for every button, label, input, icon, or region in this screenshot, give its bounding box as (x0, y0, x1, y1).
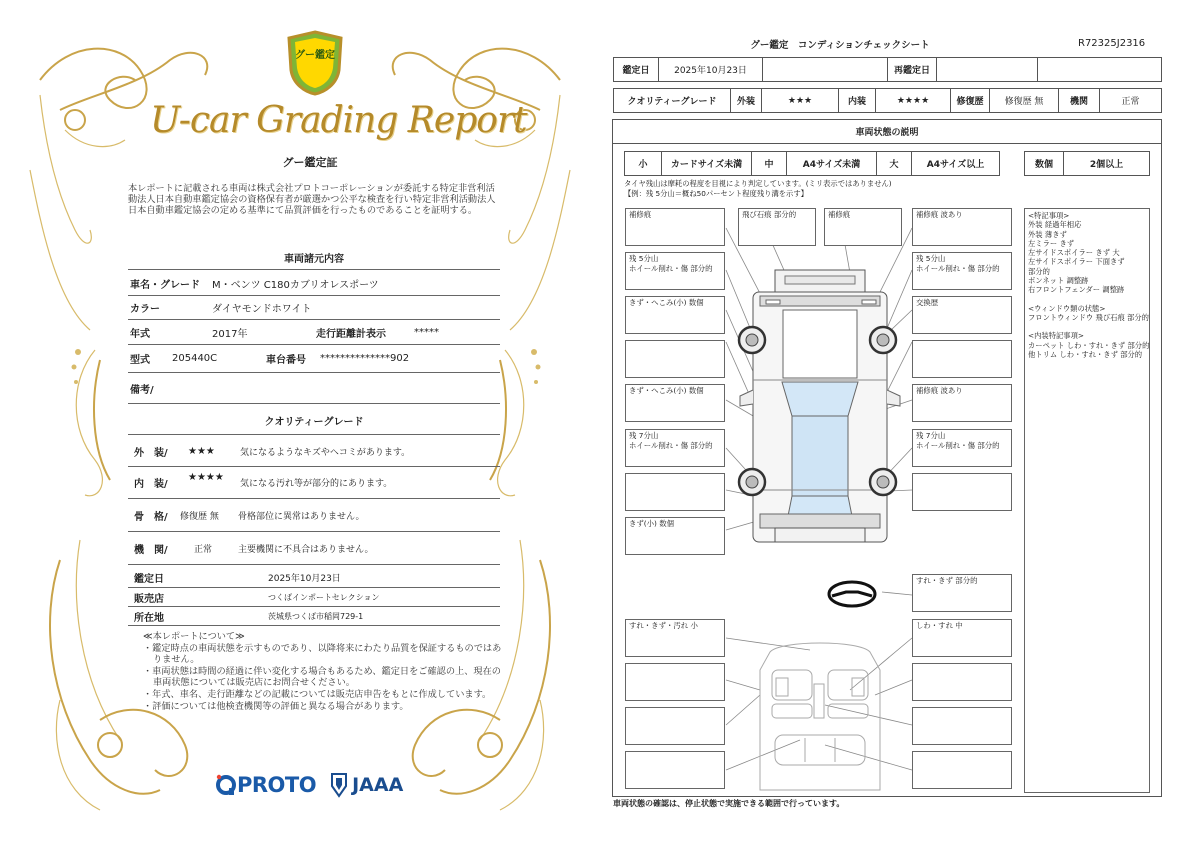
exterior-label: 外 装/ (134, 447, 168, 459)
mileage-label: 走行距離計表示 (316, 328, 386, 340)
tire-note-2: 【例：残 5分山＝概ね50パーセント程度残り溝を示す】 (624, 189, 808, 198)
chassis-label: 車台番号 (266, 355, 306, 366)
name-row (128, 272, 500, 296)
name-value: M・ベンツ C180カブリオレスポーツ (212, 280, 379, 291)
frame-value: 修復歴 無 (180, 511, 219, 522)
report-title: U-car Grading Report (150, 100, 527, 141)
special-notes (1024, 208, 1150, 793)
int-label: 内装 (838, 88, 876, 113)
year-value: 2017年 (212, 328, 248, 340)
notes-heading: ≪本レポートについて≫ (143, 631, 245, 642)
divider (128, 269, 500, 270)
interior-box: しわ・すれ 中 (912, 619, 1012, 657)
special-line: <ウィンドウ類の状態> (1028, 303, 1106, 313)
size-small-desc: カードサイズ未満 (661, 151, 752, 176)
address-value: 茨城県つくば市稲岡729-1 (268, 611, 364, 621)
damage-box (912, 340, 1012, 378)
interior-box (912, 707, 1012, 745)
damage-box (625, 340, 725, 378)
color-value: ダイヤモンドホワイト (212, 304, 312, 315)
jaaa-mark-icon (330, 772, 348, 798)
date-value: 2025年10月23日 (658, 57, 763, 82)
divider (128, 434, 500, 435)
special-line: <特記事項> (1028, 211, 1070, 220)
date-label: 鑑定日 (613, 57, 659, 82)
address-row (128, 607, 500, 626)
name-label: 車名・グレード (130, 280, 200, 291)
proto-logo (215, 773, 316, 797)
note-item: ・評価については他検査機関等の評価と異なる場合があります。 (143, 700, 409, 712)
shop-label: 販売店 (134, 593, 164, 605)
interior-box (625, 663, 725, 701)
interior-box (625, 751, 725, 789)
size-small: 小 (624, 151, 662, 176)
status-heading: 車両状態の説明 (612, 119, 1162, 144)
model-label: 型式 (130, 355, 150, 366)
reinspect-label: 再鑑定日 (887, 57, 937, 82)
special-spacer (1028, 322, 1146, 331)
damage-box: きず(小) 数個 (625, 517, 725, 555)
special-line: 外装 経過年相応 (1028, 220, 1082, 230)
damage-box (912, 473, 1012, 511)
special-line: 左ミラー きず (1028, 238, 1075, 248)
count-label: 数個 (1024, 151, 1064, 176)
int-value: ★★★★ (875, 88, 951, 113)
proto-mark-icon (215, 774, 237, 796)
count-desc: 2個以上 (1063, 151, 1150, 176)
sheet-title: グー鑑定 コンディションチェックシート (750, 40, 930, 51)
engine-value: 正常 (194, 544, 213, 555)
exterior-row (128, 436, 500, 467)
sheet-footer: 車両状態の確認は、停止状態で実施できる範囲で行っています。 (613, 799, 845, 808)
jaaa-logo (330, 772, 403, 798)
damage-box: 残 5分山 ホイール削れ・傷 部分的 (912, 252, 1012, 290)
damage-box: 残 5分山 ホイール削れ・傷 部分的 (625, 252, 725, 290)
interior-diagram (760, 643, 880, 790)
damage-box: きず・へこみ(小) 数個 (625, 384, 725, 422)
steering-box: すれ・きず 部分的 (912, 574, 1012, 612)
quality-heading: クオリティーグレード (264, 417, 364, 428)
interior-box (912, 751, 1012, 789)
note-item: ・年式、車名、走行距離などの記載については販売店申告をもとに作成しています。 (143, 688, 492, 700)
date-value: 2025年10月23日 (268, 573, 341, 584)
proto-logo-text: PROTO (237, 773, 317, 797)
spec-heading: 車両諸元内容 (284, 254, 344, 265)
size-mid: 中 (751, 151, 787, 176)
blank-cell (1037, 57, 1162, 82)
remarks-row (128, 373, 500, 404)
model-value: 205440C (172, 353, 218, 364)
year-row (128, 320, 500, 345)
damage-box: 補修痕 波あり (912, 208, 1012, 246)
special-line: 外装 薄きず (1028, 229, 1067, 239)
tire-note-1: タイヤ残山は摩耗の程度を目視により判定しています。(ミリ表示ではありません) (624, 179, 892, 188)
mileage-value: ***** (414, 326, 439, 338)
damage-box: 飛び石痕 部分的 (738, 208, 816, 246)
interior-label: 内 装/ (134, 479, 168, 490)
frame-row (128, 499, 500, 532)
date-row (128, 567, 500, 588)
damage-box: きず・へこみ(小) 数個 (625, 296, 725, 334)
model-row (128, 345, 500, 373)
color-row (128, 296, 500, 320)
damage-box: 交換歴 (912, 296, 1012, 334)
report-id: R72325J2316 (1078, 38, 1146, 49)
frame-label: 骨 格/ (134, 511, 168, 523)
engine-row (128, 532, 500, 565)
special-line: 部分的 (1028, 266, 1050, 276)
interior-row (128, 467, 500, 499)
quality-label: クオリティーグレード (613, 88, 731, 113)
special-line: ボンネット 調整跡 (1028, 276, 1089, 286)
damage-box: 補修痕 (625, 208, 725, 246)
certificate-subtitle: グー鑑定証 (282, 156, 338, 169)
color-label: カラー (130, 304, 160, 315)
remarks-label: 備考/ (130, 384, 154, 396)
address-label: 所在地 (134, 612, 164, 624)
shop-value: つくばインポートセレクション (268, 592, 380, 602)
frame-text: 骨格部位に異常はありません。 (238, 511, 365, 522)
special-line: フロントウィンドウ 飛び石痕 部分的 (1028, 312, 1149, 322)
ext-value: ★★★ (761, 88, 839, 113)
ext-label: 外装 (730, 88, 762, 113)
year-label: 年式 (130, 328, 150, 340)
damage-box: 補修痕 波あり (912, 384, 1012, 422)
interior-box: すれ・きず・汚れ 小 (625, 619, 725, 657)
exterior-text: 気になるようなキズやヘコミがあります。 (240, 447, 411, 458)
steering-wheel-icon (829, 582, 875, 606)
interior-stars: ★★★★ (188, 472, 224, 483)
engine-label: 機 関/ (134, 544, 168, 556)
note-item: ・車両状態は時間の経過に伴い変化する場合もあるため、鑑定日をご確認の上、現在の車両状態については販売店にお問合せください。 (143, 665, 501, 689)
certificate-intro: 本レポートに記載される車両は株式会社プロトコーポレーションが委託する特定非営利活動法人日本自動車鑑定協会の資格保有者が厳選かつ公平な検査を行い特定非営利活動法人日本自動車鑑定協会の定める基準にて品質評価を行ったものであることを証明する。 (128, 183, 496, 217)
engine-value: 正常 (1099, 88, 1162, 113)
engine-text: 主要機関に不具合はありません。 (238, 544, 374, 555)
note-item: ・鑑定時点の車両状態を示すものであり、以降将来にわたり品質を保証するものではありません。 (143, 642, 502, 666)
size-mid-desc: A4サイズ未満 (786, 151, 877, 176)
chassis-value: **************902 (320, 353, 410, 364)
special-line: 他トリム しわ・すれ・きず 部分的 (1028, 349, 1143, 359)
special-line: 左サイドスポイラー きず 大 (1028, 248, 1120, 258)
damage-box: 補修痕 (824, 208, 902, 246)
special-line: <内装特記事項> (1028, 331, 1085, 341)
shop-row (128, 588, 500, 607)
damage-box: 残 7分山 ホイール削れ・傷 部分的 (912, 429, 1012, 467)
special-line: 左サイドスポイラー 下面きず (1028, 257, 1125, 267)
badge-text: グー鑑定 (295, 50, 335, 61)
jaaa-logo-text: JAAA (352, 774, 404, 796)
engine-label: 機関 (1058, 88, 1100, 113)
size-large: 大 (876, 151, 912, 176)
damage-box: 残 7分山 ホイール削れ・傷 部分的 (625, 429, 725, 467)
special-line: カーペット しわ・すれ・きず 部分的 (1028, 340, 1150, 350)
goo-badge-icon (285, 30, 345, 96)
repair-label: 修復歴 (950, 88, 990, 113)
interior-box (912, 663, 1012, 701)
report-notes (143, 631, 503, 712)
reinspect-value (936, 57, 1038, 82)
special-spacer (1028, 295, 1146, 304)
exterior-stars: ★★★ (188, 445, 215, 457)
date-label: 鑑定日 (134, 573, 164, 585)
interior-box (625, 707, 725, 745)
footer-logos (215, 770, 403, 800)
special-line: 右フロントフェンダー 調整跡 (1028, 285, 1125, 295)
size-large-desc: A4サイズ以上 (911, 151, 1000, 176)
blank-cell (762, 57, 888, 82)
damage-box (625, 473, 725, 511)
interior-text: 気になる汚れ等が部分的にあります。 (240, 479, 393, 489)
repair-value: 修復歴 無 (989, 88, 1059, 113)
